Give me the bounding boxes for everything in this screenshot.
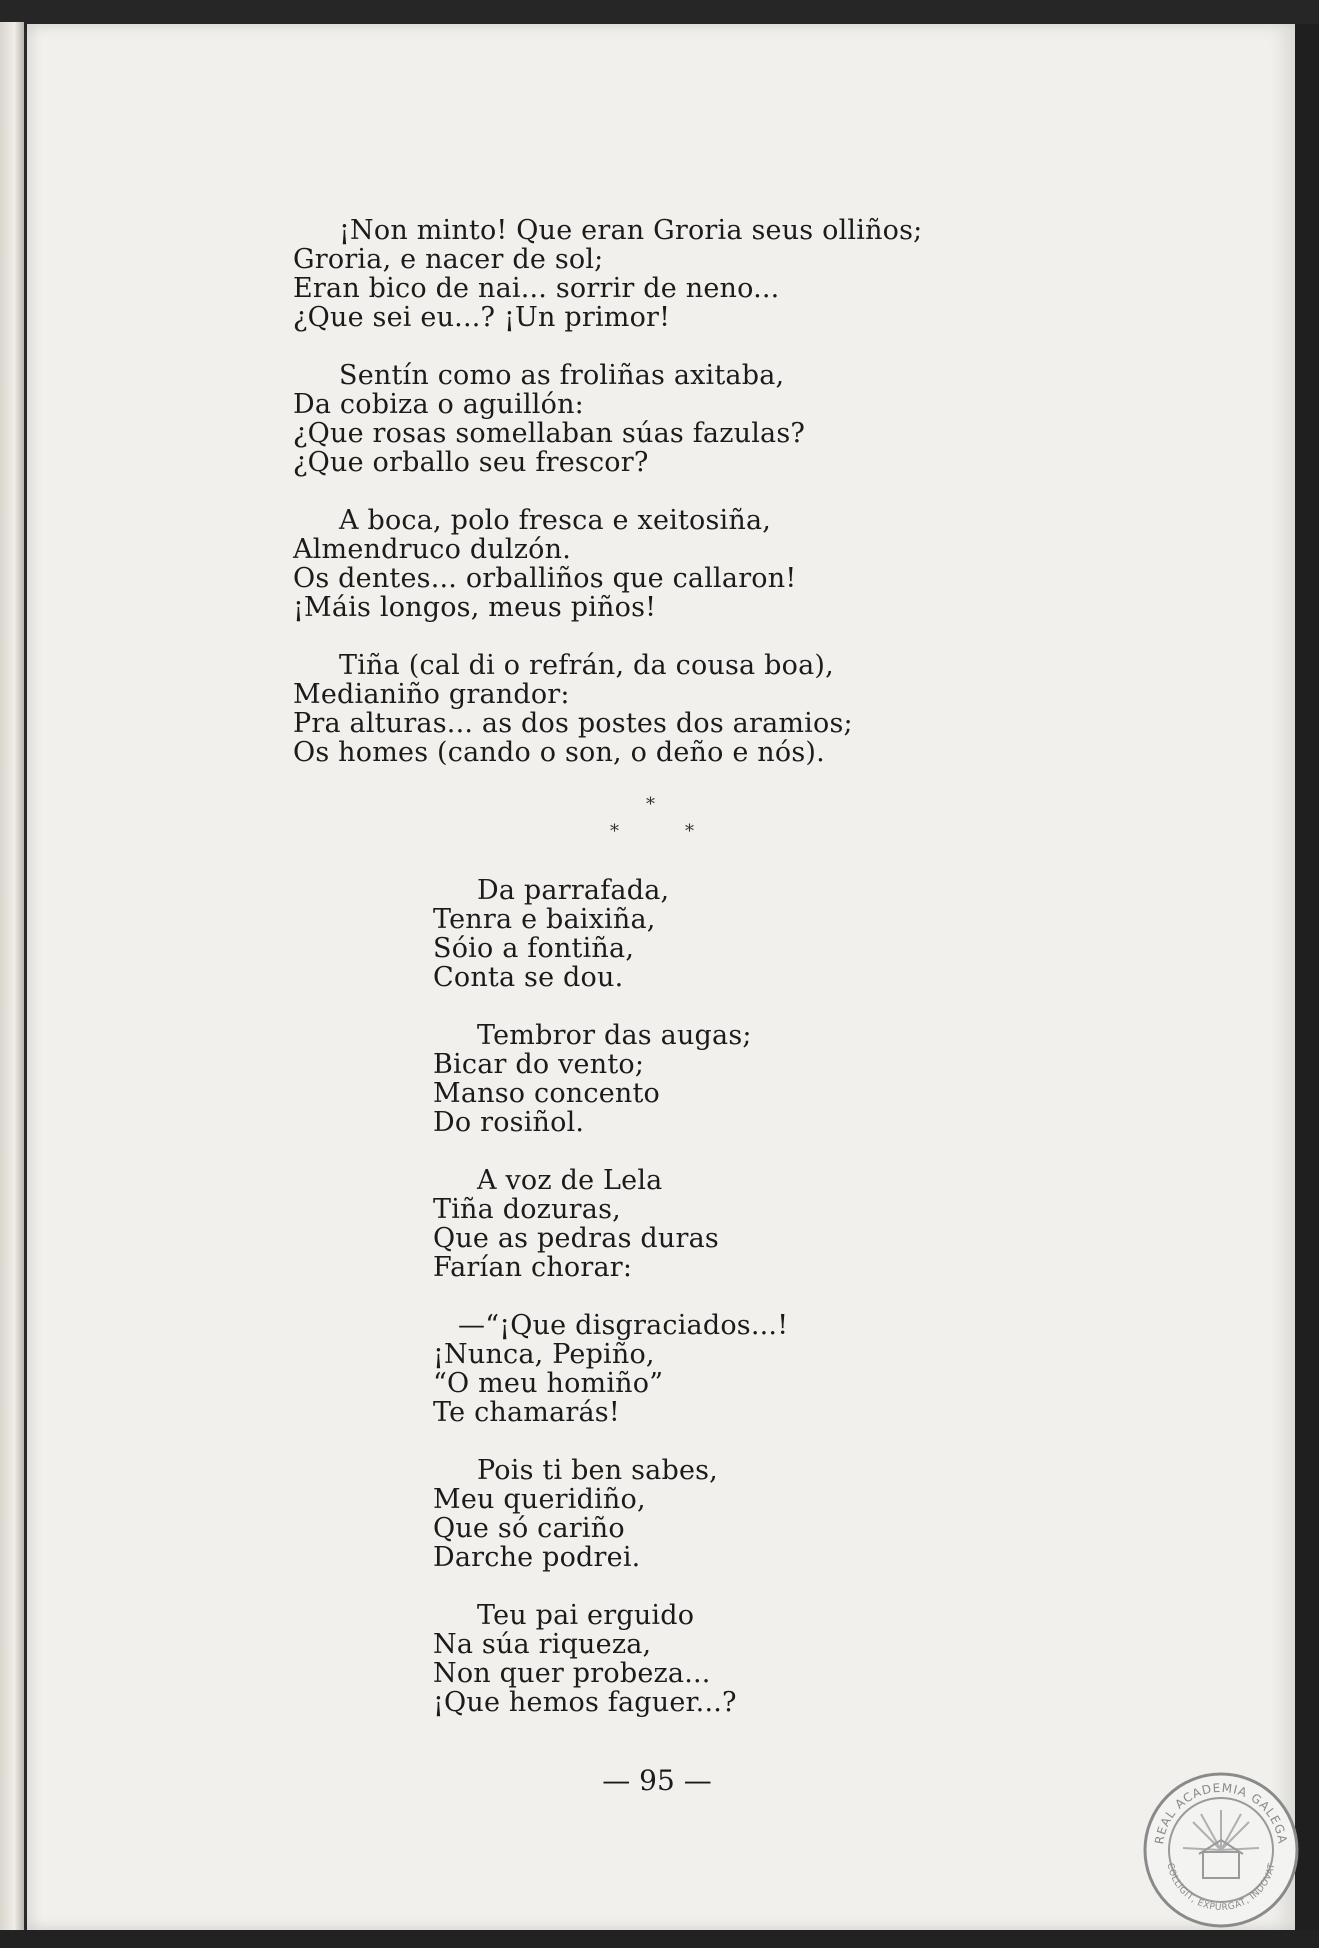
- scanner-right-band: [1295, 24, 1319, 1930]
- poem-line: A boca, polo fresca e xeitosiña,: [339, 505, 772, 536]
- poem-line: Meu queridiño,: [433, 1484, 646, 1515]
- poem-line: Na súa riqueza,: [433, 1629, 652, 1660]
- left-page-edge: [0, 22, 24, 1932]
- poem-text: [27, 24, 1295, 1930]
- poem-line: Non quer probeza...: [433, 1658, 711, 1689]
- poem-line: Pra alturas... as dos postes dos aramios;: [293, 708, 853, 739]
- book-page: [27, 24, 1295, 1930]
- poem-line: “O meu homiño”: [433, 1368, 664, 1399]
- poem-line: Tenra e baixiña,: [433, 904, 656, 935]
- poem-line: Que as pedras duras: [433, 1223, 719, 1254]
- poem-line: Do rosiñol.: [433, 1107, 585, 1138]
- poem-line: Os homes (cando o son, o deño e nós).: [293, 737, 825, 768]
- poem-line: Pois ti ben sabes,: [477, 1455, 718, 1486]
- poem-line: ¡Máis longos, meus piños!: [293, 592, 657, 623]
- svg-text:COLLIGIT, EXPURGAT, INDOVAT: COLLIGIT, EXPURGAT, INDOVAT: [1164, 1862, 1278, 1914]
- poem-line: ¡Non minto! Que eran Groria seus olliños;: [339, 215, 923, 246]
- poem-line: ¡Que hemos faguer...?: [433, 1687, 737, 1718]
- poem-line: Bicar do vento;: [433, 1049, 645, 1080]
- poem-line: —“¡Que disgraciados...!: [458, 1310, 789, 1341]
- poem-line: A voz de Lela: [477, 1165, 663, 1196]
- poem-line: ¿Que orballo seu frescor?: [293, 447, 649, 478]
- poem-line: Sóio a fontiña,: [433, 933, 635, 964]
- poem-line: Almendruco dulzón.: [293, 534, 572, 565]
- separator-asterisk: *: [685, 821, 694, 842]
- poem-line: Farían chorar:: [433, 1252, 633, 1283]
- svg-text:REAL ACADEMIA GALEGA: REAL ACADEMIA GALEGA: [1152, 1780, 1290, 1846]
- page-number: — 95 —: [602, 1764, 712, 1797]
- poem-line: Da parrafada,: [477, 875, 670, 906]
- poem-line: Os dentes... orballiños que callaron!: [293, 563, 797, 594]
- poem-line: Darche podrei.: [433, 1542, 641, 1573]
- library-stamp-seal: [1141, 1770, 1301, 1930]
- poem-line: Tembror das augas;: [477, 1020, 752, 1051]
- poem-line: Sentín como as froliñas axitaba,: [339, 360, 785, 391]
- poem-line: Eran bico de nai... sorrir de neno...: [293, 273, 780, 304]
- poem-line: Teu pai erguido: [477, 1600, 695, 1631]
- poem-line: ¿Que rosas somellaban súas fazulas?: [293, 418, 806, 449]
- separator-asterisk: *: [646, 794, 655, 815]
- poem-line: Conta se dou.: [433, 962, 624, 993]
- poem-line: ¿Que sei eu...? ¡Un primor!: [293, 302, 671, 333]
- poem-line: Da cobiza o aguillón:: [293, 389, 584, 420]
- poem-line: Groria, e nacer de sol;: [293, 244, 604, 275]
- poem-line: Tiña dozuras,: [433, 1194, 621, 1225]
- poem-line: Medianiño grandor:: [293, 679, 570, 710]
- poem-line: Que só cariño: [433, 1513, 625, 1544]
- scanner-bottom-band: [0, 1930, 1319, 1948]
- poem-line: Manso concento: [433, 1078, 660, 1109]
- poem-line: Te chamarás!: [433, 1397, 620, 1428]
- separator-asterisk: *: [610, 821, 619, 842]
- poem-line: Tiña (cal di o refrán, da cousa boa),: [339, 650, 834, 681]
- poem-line: ¡Nunca, Pepiño,: [433, 1339, 655, 1370]
